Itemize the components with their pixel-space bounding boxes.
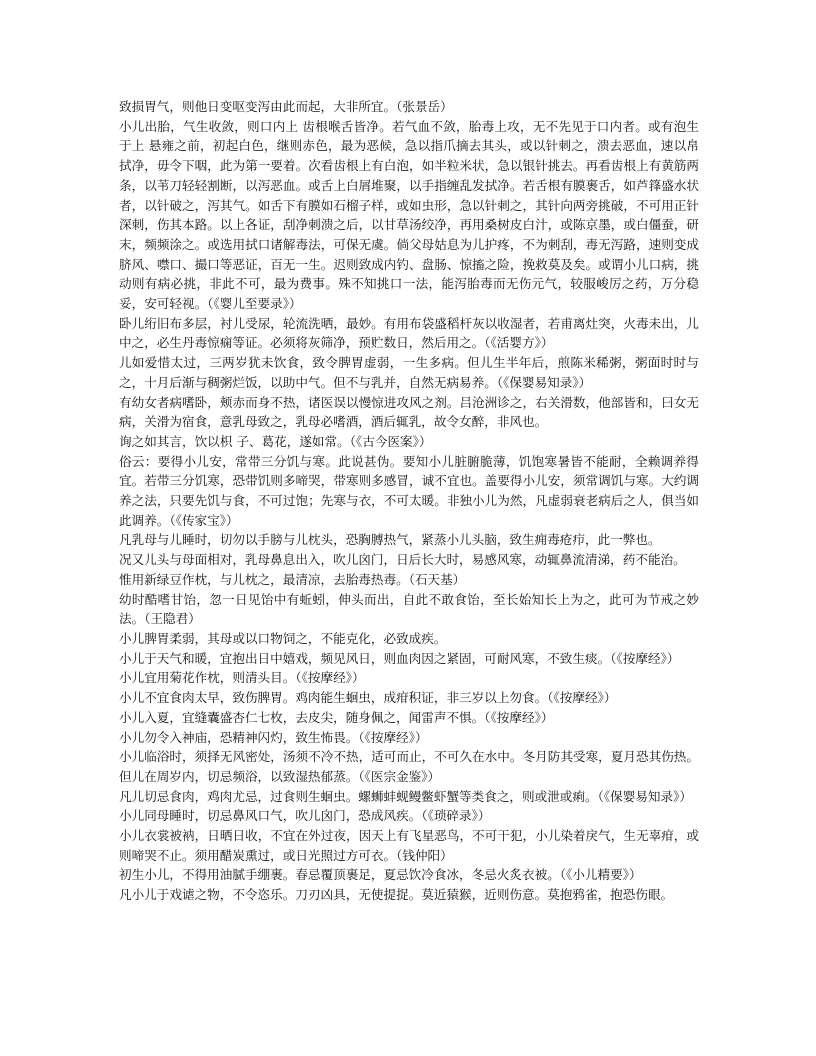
- paragraph-4: 儿如爱惜太过，三两岁犹未饮食，致令脾胃虚弱，一生多病。但儿生半年后，煎陈米稀粥，粥面时时与之，十月后渐与稠粥烂饭，以助中气。但不与乳并，自然无病易养。（《保婴易知录》）: [119, 355, 699, 390]
- paragraph-12: 小儿脾胃柔弱，其母或以口物饲之，不能克化，必致成疾。: [119, 630, 447, 646]
- paragraph-5: 有幼女者病嗜卧，颊赤而身不热，诸医误以慢惊进攻风之剂。吕沧洲诊之，右关滑数，他部皆和，曰女无病，关滑为宿食，意乳母致之，乳母必嗜酒，酒后辄乳，故令女醉，非风也。: [119, 394, 699, 430]
- paragraph-21: 小儿衣裳被衲，日晒日收，不宜在外过夜，因天上有飞星恶鸟，不可干犯，小儿染着戾气，生无辜疳，或则啼哭不止。须用醋炭熏过，或日光照过方可衣。（钱仲阳）: [119, 828, 699, 863]
- paragraph-13: 小儿于天气和暖，宜抱出日中嬉戏，频见风日，则血肉因之紧固，可耐风寒，不致生痰。（《按摩经》）: [119, 650, 680, 666]
- paragraph-7: 俗云：要得小儿安，常带三分饥与寒。此说甚伪。要知小儿脏腑脆薄，饥饱寒暑皆不能耐，全赖调养得宜。若带三分饥寒，恐带饥则多啼哭，带寒则多感冒，诚不宜也。盖要得小儿安，须常调饥与寒。大约调养之法，只要先饥与食，不可过饱；先寒与衣，不可太暖。非独小儿为然，凡虚弱衰老病后之人，俱当如此调养。（《传家宝》）: [119, 453, 699, 528]
- paragraph-1: 致损胃气，则他日变呕变泻由此而起，大非所宜。（张景岳）: [119, 99, 453, 114]
- paragraph-19: 凡儿切忌食肉，鸡肉尤忌，过食则生蛔虫。螺蛳蚌蚬鳗鳖虾蟹等类食之，则或泄或痢。（《保婴易知录》）: [119, 788, 693, 804]
- paragraph-17: 小儿勿令入神庙，恐精神闪灼，致生怖畏。（《按摩经》）: [119, 729, 428, 745]
- paragraph-8: 凡乳母与儿睡时，切勿以手膀与儿枕头，恐胸膊热气，紧蒸小儿头脑，致生痈毒疮疖，此一弊也。: [119, 532, 661, 548]
- paragraph-9: 况又儿头与母面相对，乳母鼻息出入，吹儿囟门，日后长大时，易感风寒，动辄鼻流清涕，药不能治。: [119, 552, 686, 568]
- paragraph-10: 惟用新绿豆作枕，与儿枕之，最清凉，去胎毒热毒。（石天基）: [119, 571, 466, 587]
- paragraph-14: 小儿宜用菊花作枕，则清头目。（《按摩经》）: [119, 670, 365, 686]
- paragraph-23: 凡小儿于戏谑之物，不令恣乐。刀刃凶具，无使提捉。莫近猿猴，近则伤意。莫抱鸦雀，抱恐伤眼。: [119, 887, 674, 903]
- paragraph-11: 幼时酷嗜甘饴，忽一日见饴中有蚯蚓，伸头而出，自此不敢食饴，至长始知长上为之，此可为节戒之妙法。（王隐君）: [119, 591, 699, 627]
- paragraph-20: 小儿同母睡时，切忌鼻风口气，吹儿囟门，恐成风疾。（《琐碎录》）: [119, 808, 491, 824]
- paragraph-15: 小儿不宜食肉太早，致伤脾胃。鸡肉能生蛔虫，成疳积证，非三岁以上勿食。（《按摩经》）: [119, 690, 617, 706]
- document-body: [119, 97, 699, 905]
- paragraph-16: 小儿入夏，宜缝囊盛杏仁七枚，去皮尖，随身佩之，闻雷声不惧。（《按摩经》）: [119, 709, 554, 725]
- paragraph-18: 小儿临浴时，须择无风密处，汤须不冷不热，适可而止，不可久在水中。冬月防其受寒，夏月恐其伤热。但儿在周岁内，切忌频浴，以致湿热郁蒸。（《医宗金鉴》）: [119, 749, 699, 784]
- paragraph-22: 初生小儿，不得用油腻手绷裹。春忌覆顶裹足，夏忌饮冷食冰，冬忌火炙衣被。（《小儿精要》）: [119, 867, 642, 883]
- paragraph-2: 小儿出胎，气生收敛，则口内上 齿根喉舌皆净。若气血不敛，胎毒上攻，无不先见于口内者。或有泡生于上 悬雍之前，初起白色，继则赤色，最为恶候，急以指爪摘去其头，或以针刺之，溃去恶血，速以帛拭净，毋令下咽，此为第一要着。次看齿根上有白泡，如半粒米状，急以银针挑去。再看齿根上有黄筋两条，以苇刀轻轻割断，以泻恶血。或舌上白屑堆聚，以手指缠乱发拭净。若舌根有膜裹舌，如芦箨盛水状者，以针破之，泻其气。如舌下有膜如石榴子样，或如虫形，急以针刺之，其针向两旁挑破，不可用正针深刺，伤其本路。以上各证，刮净刺溃之后，以甘草汤绞净，再用桑树皮白汁，或陈京墨，或白僵蚕，研末，频频涂之。或选用拭口诸解毒法，可保无虞。倘父母姑息为儿护疼，不为刺刮，毒无泻路，速则变成脐风、噤口、撮口等恶证，百无一生。迟则致成内钓、盘肠、惊搐之险，挽救莫及矣。或谓小儿口病，挑动则有病必挑，非此不可，最为费事。殊不知挑口一法，能泻胎毒而无伤元气，较服峻厉之药，万分稳妥，安可轻视。（《婴儿至要录》）: [119, 118, 699, 312]
- paragraph-6: 询之如其言，饮以枳 子、葛花，遂如常。（《古今医案》）: [119, 433, 432, 449]
- paragraph-3: 卧儿绗旧布多层，衬儿受尿，轮流洗晒，最妙。有用布袋盛稻杆灰以收湿者，若甫离灶突，火毒未出，儿中之，必生丹毒惊痫等证。必须将灰筛净，预贮数日，然后用之。（《活婴方》）: [119, 315, 699, 351]
